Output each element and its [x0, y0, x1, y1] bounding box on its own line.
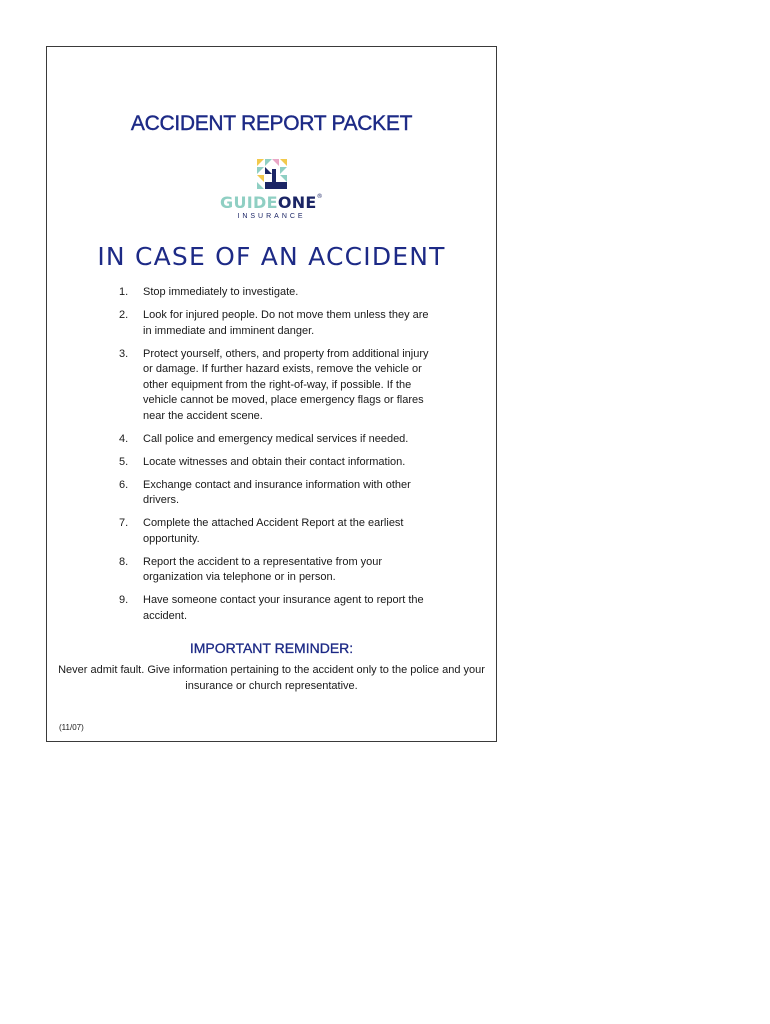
step-text: Locate witnesses and obtain their contact information. — [143, 455, 406, 468]
step-text: Exchange contact and insurance information with other drivers. — [143, 478, 411, 506]
step-number: 8. — [119, 555, 129, 568]
main-heading: IN CASE OF AN ACCIDENT — [97, 242, 446, 271]
logo-trademark: ® — [316, 193, 323, 200]
list-item — [119, 432, 429, 448]
list-item — [119, 347, 429, 425]
document-page — [46, 46, 497, 742]
steps-list — [119, 285, 429, 632]
step-number: 4. — [119, 432, 129, 445]
step-number: 9. — [119, 594, 129, 606]
list-item — [119, 455, 429, 471]
logo-subtitle: INSURANCE — [237, 213, 306, 220]
list-item — [119, 555, 429, 586]
list-item — [119, 285, 429, 301]
step-text: Report the accident to a representative from your organization via telephone or in person. — [143, 555, 383, 583]
reminder-text: Never admit fault. Give information pertaining to the accident only to the police and your insurance or church representative. — [58, 664, 485, 692]
step-number: 7. — [119, 517, 129, 529]
step-number: 5. — [119, 455, 129, 468]
step-text: Have someone contact your insurance agent to report the accident. — [143, 594, 424, 622]
list-item — [119, 308, 429, 339]
list-item — [119, 516, 429, 547]
step-text: Stop immediately to investigate. — [143, 286, 299, 298]
step-number: 2. — [119, 309, 129, 321]
step-text: Call police and emergency medical services if needed. — [143, 432, 409, 445]
step-number: 1. — [119, 286, 129, 298]
revision-date: (11/07) — [59, 723, 84, 732]
guideone-logo-icon — [257, 159, 287, 189]
step-number: 6. — [119, 478, 129, 491]
logo-wordmark — [47, 193, 496, 212]
step-number: 3. — [119, 347, 129, 360]
step-text: Protect yourself, others, and property from additional injury or damage. If further hazard exists, remove the vehicle or other equipment from the right-of-way, if possible. If the vehicle cannot be moved, place emergency flags or flares near the accident scene. — [143, 347, 429, 422]
guideone-logo — [47, 159, 496, 220]
reminder-title: IMPORTANT REMINDER: — [189, 640, 354, 656]
step-text: Complete the attached Accident Report at the earliest opportunity. — [143, 517, 404, 545]
step-text: Look for injured people. Do not move them unless they are in immediate and imminent danger. — [143, 309, 429, 337]
list-item — [119, 478, 429, 509]
logo-word-part2: ONE — [277, 193, 317, 212]
list-item — [119, 593, 429, 624]
logo-word-part1: GUIDE — [220, 193, 278, 212]
packet-title: ACCIDENT REPORT PACKET — [130, 112, 413, 135]
